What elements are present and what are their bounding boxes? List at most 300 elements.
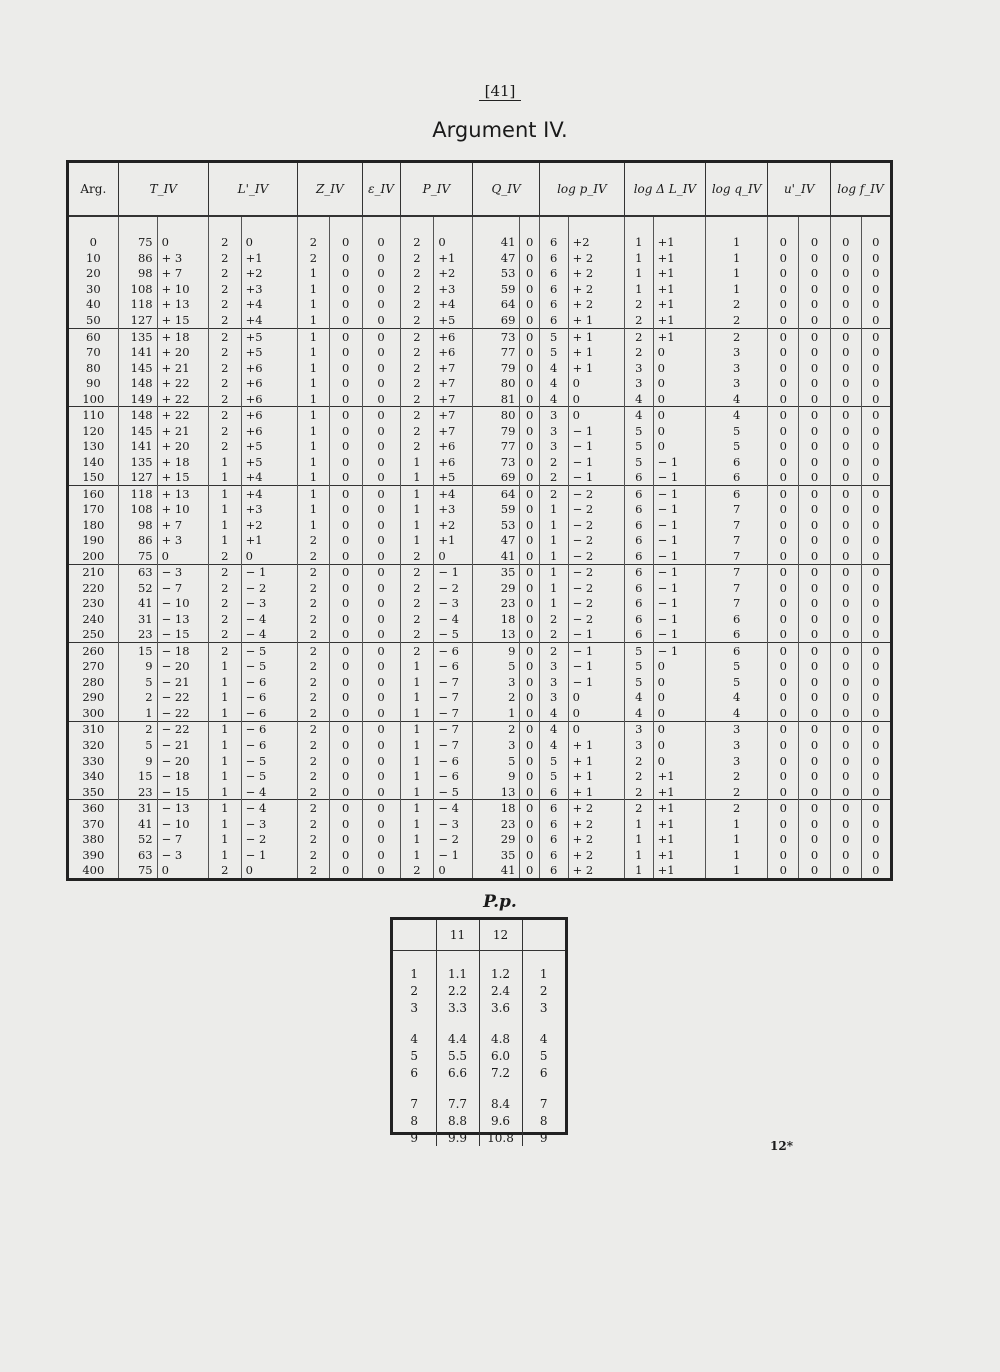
table-cell: 0 <box>362 580 400 596</box>
table-cell: − 2 <box>568 564 624 580</box>
spacer-cell <box>434 216 473 235</box>
table-cell: 6 <box>624 564 653 580</box>
table-cell: − 4 <box>434 800 473 816</box>
table-cell: 0 <box>568 375 624 391</box>
table-cell: − 20 <box>157 753 208 769</box>
table-cell: 59 <box>473 281 520 297</box>
table-cell: 0 <box>830 344 861 360</box>
table-cell: − 5 <box>241 768 297 784</box>
table-cell: 2 <box>298 690 330 706</box>
table-cell: 0 <box>362 659 400 675</box>
table-cell: +3 <box>241 281 297 297</box>
table-cell: 0 <box>434 235 473 251</box>
table-cell: − 2 <box>568 517 624 533</box>
table-cell: 2 <box>400 344 434 360</box>
table-cell: 0 <box>768 328 799 344</box>
table-cell: 59 <box>473 501 520 517</box>
table-cell: 0 <box>861 659 890 675</box>
table-cell: +6 <box>434 454 473 470</box>
table-cell: − 3 <box>157 564 208 580</box>
table-cell: 1 <box>298 328 330 344</box>
table-cell: +1 <box>653 281 705 297</box>
table-cell: − 22 <box>157 690 208 706</box>
table-cell: 0 <box>520 737 539 753</box>
table-cell: 0 <box>89 235 97 250</box>
table-cell: +1 <box>653 816 705 832</box>
table-cell: 1 <box>539 532 568 548</box>
pp-row <box>393 1047 565 1064</box>
table-cell: 0 <box>830 438 861 454</box>
table-cell: 0 <box>768 643 799 659</box>
pp-cell: 9 <box>539 1130 548 1145</box>
table-cell: 0 <box>799 517 831 533</box>
table-cell: 9 <box>118 753 157 769</box>
table-cell: + 1 <box>568 737 624 753</box>
pp-header-row <box>393 920 565 951</box>
table-cell: 0 <box>768 517 799 533</box>
table-cell: 7 <box>705 517 768 533</box>
table-cell: 0 <box>520 312 539 328</box>
table-cell: 0 <box>861 596 890 612</box>
table-cell: 5 <box>539 753 568 769</box>
table-cell: 0 <box>520 423 539 439</box>
table-cell: 0 <box>329 768 362 784</box>
spacer-cell <box>69 216 118 235</box>
table-cell: 1 <box>400 800 434 816</box>
table-cell: 0 <box>799 532 831 548</box>
table-cell: − 2 <box>568 596 624 612</box>
table-cell: 1 <box>400 469 434 485</box>
table-cell: 5 <box>473 659 520 675</box>
table-cell: 2 <box>298 611 330 627</box>
table-cell: 0 <box>830 360 861 376</box>
pp-cell: 10.8 <box>479 1129 522 1146</box>
table-cell: 0 <box>768 469 799 485</box>
table-row <box>69 423 890 439</box>
table-cell: 0 <box>329 297 362 313</box>
table-cell: − 1 <box>568 627 624 643</box>
table-cell: 0 <box>362 627 400 643</box>
table-cell: 127 <box>118 469 157 485</box>
table-cell: 0 <box>520 564 539 580</box>
table-cell: 5 <box>705 423 768 439</box>
pp-cell: 5 <box>539 1048 548 1063</box>
table-cell: 0 <box>830 250 861 266</box>
table-cell: 1 <box>298 454 330 470</box>
table-cell: − 2 <box>568 501 624 517</box>
table-cell: 2 <box>298 627 330 643</box>
table-cell: 3 <box>624 360 653 376</box>
table-cell: 0 <box>362 438 400 454</box>
table-cell: 0 <box>362 816 400 832</box>
pp-cell: 7.7 <box>436 1095 479 1112</box>
table-cell: 0 <box>768 532 799 548</box>
table-cell: 0 <box>830 847 861 863</box>
table-cell: 0 <box>362 847 400 863</box>
table-cell: 0 <box>830 768 861 784</box>
table-cell: +1 <box>653 800 705 816</box>
table-cell: 5 <box>539 768 568 784</box>
table-row <box>69 627 890 643</box>
table-row <box>69 266 890 282</box>
header-epsilon: ε_IV <box>362 163 400 216</box>
pp-cell: 8.8 <box>436 1112 479 1129</box>
table-cell: − 6 <box>241 674 297 690</box>
pp-spacer-cell <box>393 1081 436 1095</box>
table-cell: 6 <box>624 548 653 564</box>
table-cell: 4 <box>705 407 768 423</box>
table-cell: 0 <box>653 375 705 391</box>
table-cell: 1 <box>400 517 434 533</box>
table-cell: 1 <box>118 705 157 721</box>
table-cell: 6 <box>539 816 568 832</box>
table-cell: +1 <box>434 250 473 266</box>
table-cell: 0 <box>329 643 362 659</box>
table-cell: 2 <box>400 862 434 878</box>
table-cell: 0 <box>861 297 890 313</box>
table-cell: 0 <box>329 580 362 596</box>
header-log-delta-l: log Δ L_IV <box>624 163 705 216</box>
table-cell: +7 <box>434 360 473 376</box>
table-cell: 0 <box>520 548 539 564</box>
table-cell: 0 <box>799 690 831 706</box>
table-cell: 3 <box>539 438 568 454</box>
table-cell: 2 <box>208 266 241 282</box>
pp-spacer-cell <box>522 1016 565 1030</box>
table-cell: 0 <box>799 469 831 485</box>
table-cell: 1 <box>208 674 241 690</box>
table-cell: − 1 <box>241 847 297 863</box>
table-cell: 0 <box>799 423 831 439</box>
table-cell: +5 <box>241 454 297 470</box>
table-cell: 4 <box>539 737 568 753</box>
table-cell: 0 <box>520 596 539 612</box>
table-cell: + 1 <box>568 360 624 376</box>
spacer-cell <box>568 216 624 235</box>
table-cell: 1 <box>539 517 568 533</box>
table-cell: 0 <box>653 391 705 407</box>
table-cell: 6 <box>624 501 653 517</box>
table-cell: 0 <box>520 643 539 659</box>
table-cell: 0 <box>861 768 890 784</box>
pp-cell: 9.6 <box>479 1112 522 1129</box>
table-cell: 35 <box>473 564 520 580</box>
table-row <box>69 611 890 627</box>
table-cell: 2 <box>118 721 157 737</box>
table-cell: 90 <box>86 376 101 391</box>
table-cell: 0 <box>830 643 861 659</box>
table-cell: 0 <box>799 611 831 627</box>
table-cell: + 21 <box>157 360 208 376</box>
table-cell: 0 <box>653 407 705 423</box>
table-cell: 0 <box>768 312 799 328</box>
table-cell: 0 <box>520 627 539 643</box>
table-cell: 0 <box>329 705 362 721</box>
table-cell: 15 <box>118 643 157 659</box>
table-row <box>69 564 890 580</box>
table-cell: 0 <box>768 250 799 266</box>
table-cell: 0 <box>861 328 890 344</box>
table-cell: 0 <box>520 784 539 800</box>
table-cell: 5 <box>624 674 653 690</box>
table-cell: − 1 <box>653 611 705 627</box>
table-cell: 75 <box>118 862 157 878</box>
table-cell: 3 <box>705 753 768 769</box>
table-cell: 220 <box>82 580 105 595</box>
table-cell: 7 <box>705 501 768 517</box>
pp-cell: 1.2 <box>479 965 522 982</box>
table-row <box>69 847 890 863</box>
table-cell: 0 <box>768 501 799 517</box>
table-cell: 2 <box>298 768 330 784</box>
table-cell: 0 <box>329 690 362 706</box>
table-cell: +1 <box>653 266 705 282</box>
table-cell: 0 <box>861 753 890 769</box>
table-cell: 1 <box>705 281 768 297</box>
table-cell: 7 <box>705 580 768 596</box>
table-cell: 0 <box>157 862 208 878</box>
table-cell: 0 <box>362 721 400 737</box>
table-cell: 18 <box>473 800 520 816</box>
table-cell: + 2 <box>568 816 624 832</box>
table-cell: 0 <box>520 250 539 266</box>
spacer-cell <box>799 216 831 235</box>
table-cell: 2 <box>208 580 241 596</box>
table-cell: + 2 <box>568 250 624 266</box>
table-cell: 0 <box>362 360 400 376</box>
table-cell: 0 <box>520 266 539 282</box>
pp-row <box>393 1129 565 1146</box>
table-cell: +4 <box>434 485 473 501</box>
table-cell: 0 <box>362 407 400 423</box>
table-cell: + 13 <box>157 485 208 501</box>
table-cell: 0 <box>861 737 890 753</box>
table-row <box>69 454 890 470</box>
table-cell: +7 <box>434 391 473 407</box>
table-cell: 0 <box>799 360 831 376</box>
table-cell: 1 <box>539 501 568 517</box>
table-cell: 0 <box>329 360 362 376</box>
table-cell: +1 <box>653 250 705 266</box>
table-cell: 0 <box>830 753 861 769</box>
table-cell: 18 <box>473 611 520 627</box>
table-cell: 0 <box>861 784 890 800</box>
table-cell: 1 <box>705 266 768 282</box>
table-cell: 0 <box>861 627 890 643</box>
table-cell: 6 <box>539 250 568 266</box>
table-cell: 98 <box>118 266 157 282</box>
table-cell: 0 <box>861 454 890 470</box>
table-cell: 0 <box>362 674 400 690</box>
table-cell: 2 <box>400 391 434 407</box>
table-cell: 0 <box>861 312 890 328</box>
table-cell: − 1 <box>241 564 297 580</box>
table-cell: + 13 <box>157 297 208 313</box>
table-cell: 0 <box>861 235 890 251</box>
table-cell: 0 <box>799 753 831 769</box>
table-cell: 0 <box>799 235 831 251</box>
table-cell: 1 <box>400 831 434 847</box>
table-cell: 0 <box>520 580 539 596</box>
table-cell: 1 <box>400 501 434 517</box>
table-cell: 5 <box>624 423 653 439</box>
table-cell: 2 <box>400 580 434 596</box>
header-log-q: log q_IV <box>705 163 768 216</box>
table-cell: − 4 <box>241 611 297 627</box>
table-cell: 3 <box>705 375 768 391</box>
table-cell: − 1 <box>653 517 705 533</box>
table-cell: 0 <box>830 501 861 517</box>
table-cell: 0 <box>362 250 400 266</box>
table-cell: 0 <box>861 485 890 501</box>
table-cell: − 13 <box>157 800 208 816</box>
table-cell: 100 <box>82 391 105 406</box>
table-cell: 1 <box>298 438 330 454</box>
table-cell: 0 <box>329 753 362 769</box>
table-cell: 0 <box>768 611 799 627</box>
table-cell: 0 <box>799 659 831 675</box>
table-row <box>69 753 890 769</box>
table-cell: 0 <box>434 862 473 878</box>
table-cell: 330 <box>82 753 105 768</box>
table-cell: 13 <box>473 627 520 643</box>
table-cell: 5 <box>705 438 768 454</box>
table-cell: + 15 <box>157 469 208 485</box>
table-cell: 1 <box>208 501 241 517</box>
table-cell: 0 <box>329 674 362 690</box>
table-cell: 0 <box>799 328 831 344</box>
table-cell: − 3 <box>434 596 473 612</box>
table-cell: 0 <box>362 705 400 721</box>
table-cell: 1 <box>400 690 434 706</box>
table-cell: 80 <box>473 375 520 391</box>
table-cell: + 1 <box>568 344 624 360</box>
pp-row <box>393 965 565 982</box>
table-cell: 86 <box>118 532 157 548</box>
table-cell: 2 <box>118 690 157 706</box>
table-cell: − 1 <box>568 454 624 470</box>
table-cell: 0 <box>768 737 799 753</box>
table-cell: 0 <box>861 831 890 847</box>
table-row <box>69 705 890 721</box>
table-cell: 6 <box>539 862 568 878</box>
spacer-cell <box>298 216 330 235</box>
table-cell: − 2 <box>568 485 624 501</box>
table-cell: 2 <box>705 768 768 784</box>
table-cell: 145 <box>118 423 157 439</box>
table-cell: 0 <box>768 674 799 690</box>
table-cell: 0 <box>830 690 861 706</box>
table-cell: 0 <box>861 438 890 454</box>
table-cell: 4 <box>624 407 653 423</box>
table-cell: 2 <box>705 784 768 800</box>
table-cell: 0 <box>830 627 861 643</box>
table-cell: 1 <box>208 784 241 800</box>
pp-row <box>393 1064 565 1081</box>
table-cell: 200 <box>82 548 105 563</box>
table-cell: 1 <box>208 737 241 753</box>
table-cell: +1 <box>241 532 297 548</box>
table-cell: 1 <box>298 501 330 517</box>
table-cell: − 7 <box>434 674 473 690</box>
table-cell: 0 <box>799 705 831 721</box>
table-cell: 1 <box>400 784 434 800</box>
table-cell: 35 <box>473 847 520 863</box>
table-cell: 0 <box>768 800 799 816</box>
table-cell: 0 <box>520 690 539 706</box>
table-cell: 0 <box>568 690 624 706</box>
table-cell: 0 <box>362 328 400 344</box>
table-cell: 1 <box>400 768 434 784</box>
table-row <box>69 235 890 251</box>
table-cell: +1 <box>653 312 705 328</box>
table-cell: 4 <box>705 391 768 407</box>
pp-cell: 1 <box>410 966 419 981</box>
table-row <box>69 784 890 800</box>
table-cell: 380 <box>82 832 105 847</box>
table-cell: − 2 <box>568 611 624 627</box>
table-cell: +2 <box>241 517 297 533</box>
table-cell: 2 <box>298 532 330 548</box>
table-cell: 260 <box>69 643 118 659</box>
table-cell: 77 <box>473 438 520 454</box>
table-cell: 53 <box>473 517 520 533</box>
table-cell: 0 <box>362 800 400 816</box>
table-cell: 9 <box>473 643 520 659</box>
table-cell: 0 <box>329 784 362 800</box>
table-cell: 1 <box>624 847 653 863</box>
table-cell: 1 <box>208 721 241 737</box>
table-cell: 41 <box>473 548 520 564</box>
table-cell: 0 <box>799 281 831 297</box>
table-cell: 0 <box>520 674 539 690</box>
table-cell: 310 <box>69 721 118 737</box>
table-cell: + 1 <box>568 753 624 769</box>
table-cell: + 1 <box>568 328 624 344</box>
table-cell: 6 <box>539 235 568 251</box>
table-cell: 0 <box>768 690 799 706</box>
table-cell: 53 <box>473 266 520 282</box>
spacer-cell <box>400 216 434 235</box>
table-cell: 0 <box>830 454 861 470</box>
table-cell: 0 <box>861 344 890 360</box>
table-cell: 0 <box>329 532 362 548</box>
pp-spacer-cell <box>522 1081 565 1095</box>
table-cell: 0 <box>799 674 831 690</box>
table-cell: 0 <box>799 548 831 564</box>
table-cell: 0 <box>362 737 400 753</box>
table-cell: 0 <box>653 690 705 706</box>
table-row <box>69 360 890 376</box>
table-cell: 23 <box>473 816 520 832</box>
table-cell: +5 <box>241 328 297 344</box>
table-cell: 148 <box>118 407 157 423</box>
table-cell: +1 <box>434 532 473 548</box>
table-cell: +2 <box>241 266 297 282</box>
pp-cell: 6 <box>539 1065 548 1080</box>
table-cell: 0 <box>520 469 539 485</box>
table-cell: 0 <box>520 297 539 313</box>
table-cell: 2 <box>400 438 434 454</box>
table-cell: − 7 <box>434 690 473 706</box>
table-cell: 0 <box>799 297 831 313</box>
table-cell: 2 <box>539 469 568 485</box>
table-cell: 390 <box>82 847 105 862</box>
table-cell: 0 <box>799 800 831 816</box>
table-cell: 0 <box>830 312 861 328</box>
spacer-cell <box>830 216 861 235</box>
table-cell: 2 <box>298 753 330 769</box>
